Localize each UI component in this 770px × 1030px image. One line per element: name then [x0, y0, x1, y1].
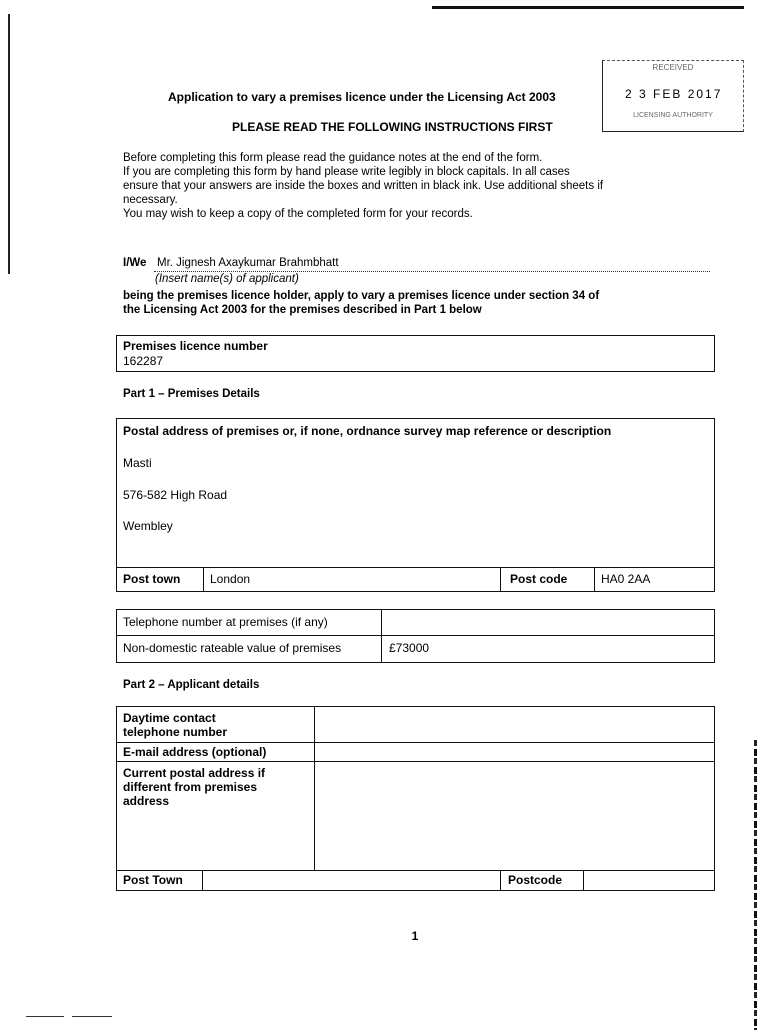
label-line: Daytime contact: [123, 711, 216, 725]
page-number: 1: [411, 929, 419, 943]
applicant-name-underline: [154, 271, 710, 272]
current-address-field[interactable]: [322, 766, 707, 866]
instruction-line: You may wish to keep a copy of the completed form for your records.: [123, 208, 473, 220]
stamp-date: 2 3 FEB 2017: [625, 87, 723, 101]
part1-heading: Part 1 – Premises Details: [123, 388, 260, 400]
telephone-label: Telephone number at premises (if any): [123, 615, 328, 629]
scan-edge-line: [432, 6, 744, 9]
cell-divider: [314, 707, 315, 870]
email-label: E-mail address (optional): [123, 745, 267, 759]
rateable-value-row: [117, 635, 714, 662]
applicant-name-hint: (Insert name(s) of applicant): [155, 273, 299, 285]
instructions-heading: PLEASE READ THE FOLLOWING INSTRUCTIONS FIRST: [232, 120, 553, 134]
statement-line: being the premises licence holder, apply to vary a premises licence under section 34 of: [123, 290, 600, 302]
licence-number-box: [116, 335, 715, 372]
cell-divider: [500, 568, 501, 592]
applicant-post-town-field[interactable]: [209, 873, 494, 889]
post-town-row: [117, 567, 714, 592]
cell-divider: [583, 871, 584, 891]
daytime-telephone-label: [123, 711, 227, 739]
applicant-post-town-row: [117, 870, 714, 891]
scan-edge-line-bottom-2: [72, 1016, 112, 1017]
iwe-label: I/We: [123, 257, 147, 269]
cell-divider: [381, 610, 382, 662]
applicant-details-box: [116, 706, 715, 891]
instruction-line: necessary.: [123, 194, 178, 206]
licence-number-field[interactable]: 162287: [123, 354, 164, 368]
current-address-label: [123, 766, 265, 808]
scan-edge-mark: [8, 14, 10, 274]
scan-edge-line-bottom: [26, 1016, 64, 1017]
post-code-field[interactable]: HA0 2AA: [601, 572, 651, 586]
instructions-block: [123, 151, 723, 221]
label-line: Current postal address if: [123, 766, 266, 780]
premises-address-box: [116, 418, 715, 592]
post-code-label: Post code: [510, 572, 568, 586]
premises-address-line[interactable]: 576-582 High Road: [123, 488, 228, 502]
daytime-telephone-field[interactable]: [322, 711, 707, 738]
licence-number-label: Premises licence number: [123, 339, 268, 353]
daytime-telephone-row: [117, 707, 714, 742]
instruction-line: ensure that your answers are inside the boxes and written in black ink. Use additional sheets if: [123, 180, 604, 192]
instruction-line: Before completing this form please read the guidance notes at the end of the form.: [123, 152, 543, 164]
cell-divider: [500, 871, 501, 891]
stamp-top-text: RECEIVED: [652, 63, 694, 72]
rateable-value-field[interactable]: £73000: [389, 641, 430, 655]
current-address-row: [117, 761, 714, 871]
applicant-post-town-label: Post Town: [123, 873, 183, 887]
cell-divider: [594, 568, 595, 592]
premises-address-line[interactable]: Masti: [123, 456, 152, 470]
label-line: address: [123, 794, 170, 808]
form-title: Application to vary a premises licence under the Licensing Act 2003: [168, 90, 556, 104]
applicant-postcode-label: Postcode: [508, 873, 563, 887]
premises-address-line[interactable]: Wembley: [123, 519, 173, 533]
applicant-postcode-field[interactable]: [590, 873, 708, 889]
premises-telephone-box: [116, 609, 715, 663]
email-row: [117, 742, 714, 762]
cell-divider: [203, 568, 204, 592]
cell-divider: [202, 871, 203, 891]
instruction-line: If you are completing this form by hand please write legibly in block capitals. In all cases: [123, 166, 570, 178]
telephone-row: [117, 610, 714, 635]
email-field[interactable]: [322, 745, 707, 760]
label-line: different from premises: [123, 780, 258, 794]
stamp-bottom-text: LICENSING AUTHORITY: [633, 112, 713, 119]
premises-address-label: Postal address of premises or, if none, ordnance survey map reference or description: [123, 424, 612, 438]
post-town-label: Post town: [123, 572, 181, 586]
applicant-statement: [123, 289, 713, 317]
rateable-value-label: Non-domestic rateable value of premises: [123, 641, 342, 655]
post-town-field[interactable]: London: [210, 572, 251, 586]
applicant-name-field[interactable]: Mr. Jignesh Axaykumar Brahmbhatt: [157, 257, 339, 269]
label-line: telephone number: [123, 725, 228, 739]
received-stamp: [602, 60, 744, 132]
scan-edge-border: [754, 740, 757, 1030]
part2-heading: Part 2 – Applicant details: [123, 679, 260, 691]
statement-line: the Licensing Act 2003 for the premises described in Part 1 below: [123, 304, 482, 316]
